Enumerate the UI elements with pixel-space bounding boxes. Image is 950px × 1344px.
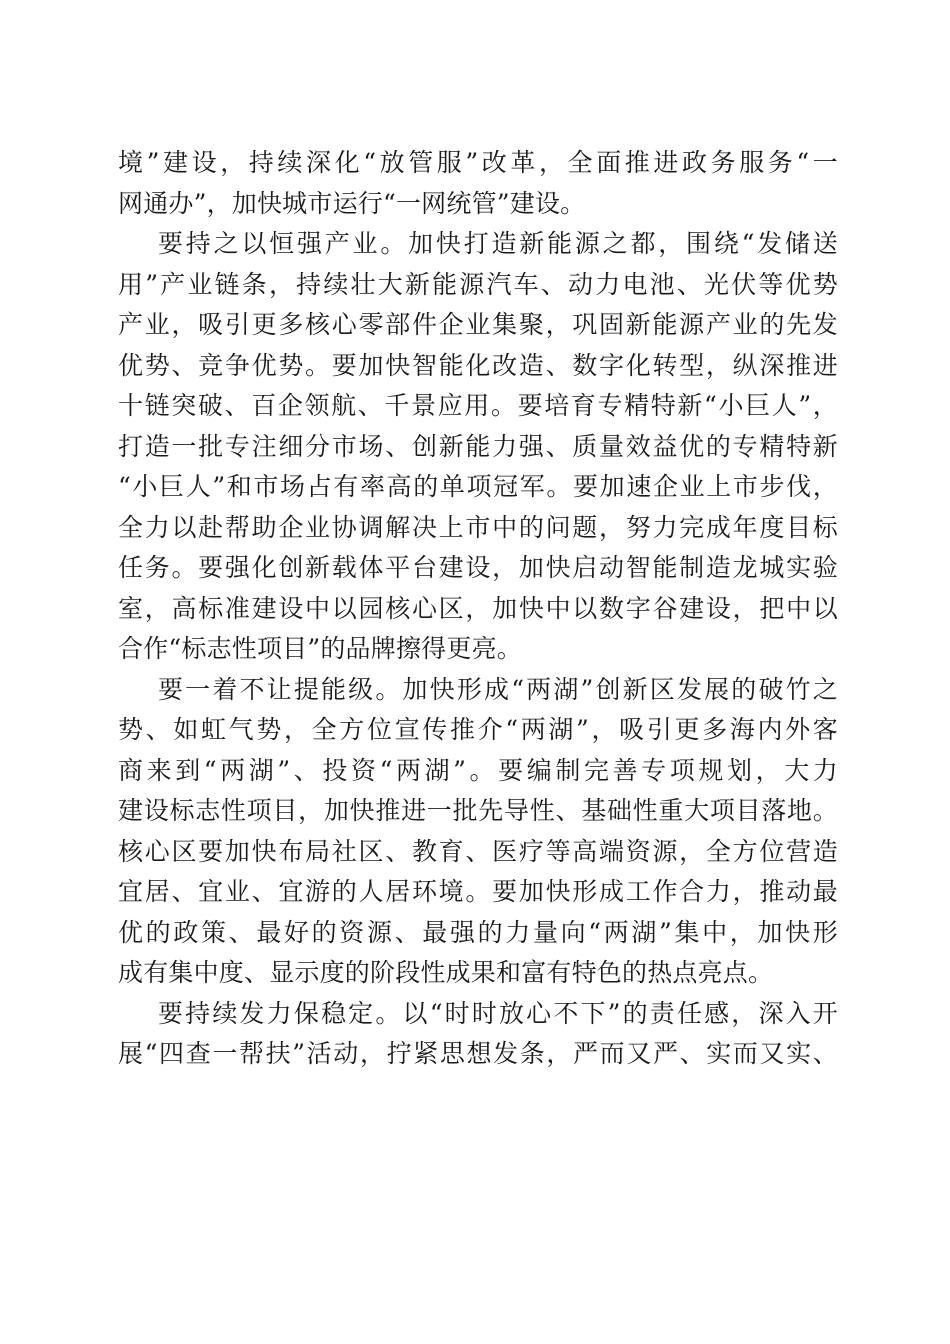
text-line: “小巨人”和市场占有率高的单项冠军。要加速企业上市步伐， (118, 472, 838, 501)
text-line: 境”建设，持续深化“放管服”改革，全面推进政务服务“一 (118, 148, 838, 177)
paragraph-start-line: 要持之以恒强产业。加快打造新能源之都，围绕“发储送 (158, 229, 838, 258)
text-line: 十链突破、百企领航、千景应用。要培育专精特新“小巨人”， (118, 391, 838, 420)
text-line: 室，高标准建设中以园核心区，加快中以数字谷建设，把中以 (118, 593, 838, 623)
body-text (118, 143, 838, 1075)
paragraph-start-line: 要一着不让提能级。加快形成“两湖”创新区发展的破竹之 (158, 674, 838, 704)
text-line: 产业，吸引更多核心零部件企业集聚，巩固新能源产业的先发 (118, 310, 838, 339)
text-line: 用”产业链条，持续壮大新能源汽车、动力电池、光伏等优势 (118, 269, 838, 299)
text-line: 展“四查一帮扶”活动，拧紧思想发条，严而又严、实而又实、 (118, 1039, 838, 1068)
text-line: 成有集中度、显示度的阶段性成果和富有特色的热点亮点。 (118, 958, 774, 987)
text-line: 建设标志性项目，加快推进一批先导性、基础性重大项目落地。 (118, 796, 838, 825)
text-line: 任务。要强化创新载体平台建设，加快启动智能制造龙城实验 (118, 553, 838, 582)
paragraph-start-line: 要持续发力保稳定。以“时时放心不下”的责任感，深入开 (158, 998, 838, 1028)
text-line: 全力以赴帮助企业协调解决上市中的问题，努力完成年度目标 (118, 512, 838, 542)
text-line: 打造一批专注细分市场、创新能力强、质量效益优的专精特新 (118, 431, 838, 461)
text-line: 宜居、宜业、宜游的人居环境。要加快形成工作合力，推动最 (118, 877, 838, 906)
text-line: 势、如虹气势，全方位宣传推介“两湖”，吸引更多海内外客 (118, 715, 838, 744)
text-line: 网通办”，加快城市运行“一网统管”建设。 (118, 188, 586, 218)
text-line: 优的政策、最好的资源、最强的力量向“两湖”集中，加快形 (118, 917, 838, 947)
text-line: 优势、竞争优势。要加快智能化改造、数字化转型，纵深推进 (118, 350, 838, 380)
text-line: 商来到“两湖”、投资“两湖”。要编制完善专项规划，大力 (118, 755, 838, 785)
text-line: 核心区要加快布局社区、教育、医疗等高端资源，全方位营造 (118, 836, 838, 866)
text-line: 合作“标志性项目”的品牌擦得更亮。 (118, 634, 522, 663)
